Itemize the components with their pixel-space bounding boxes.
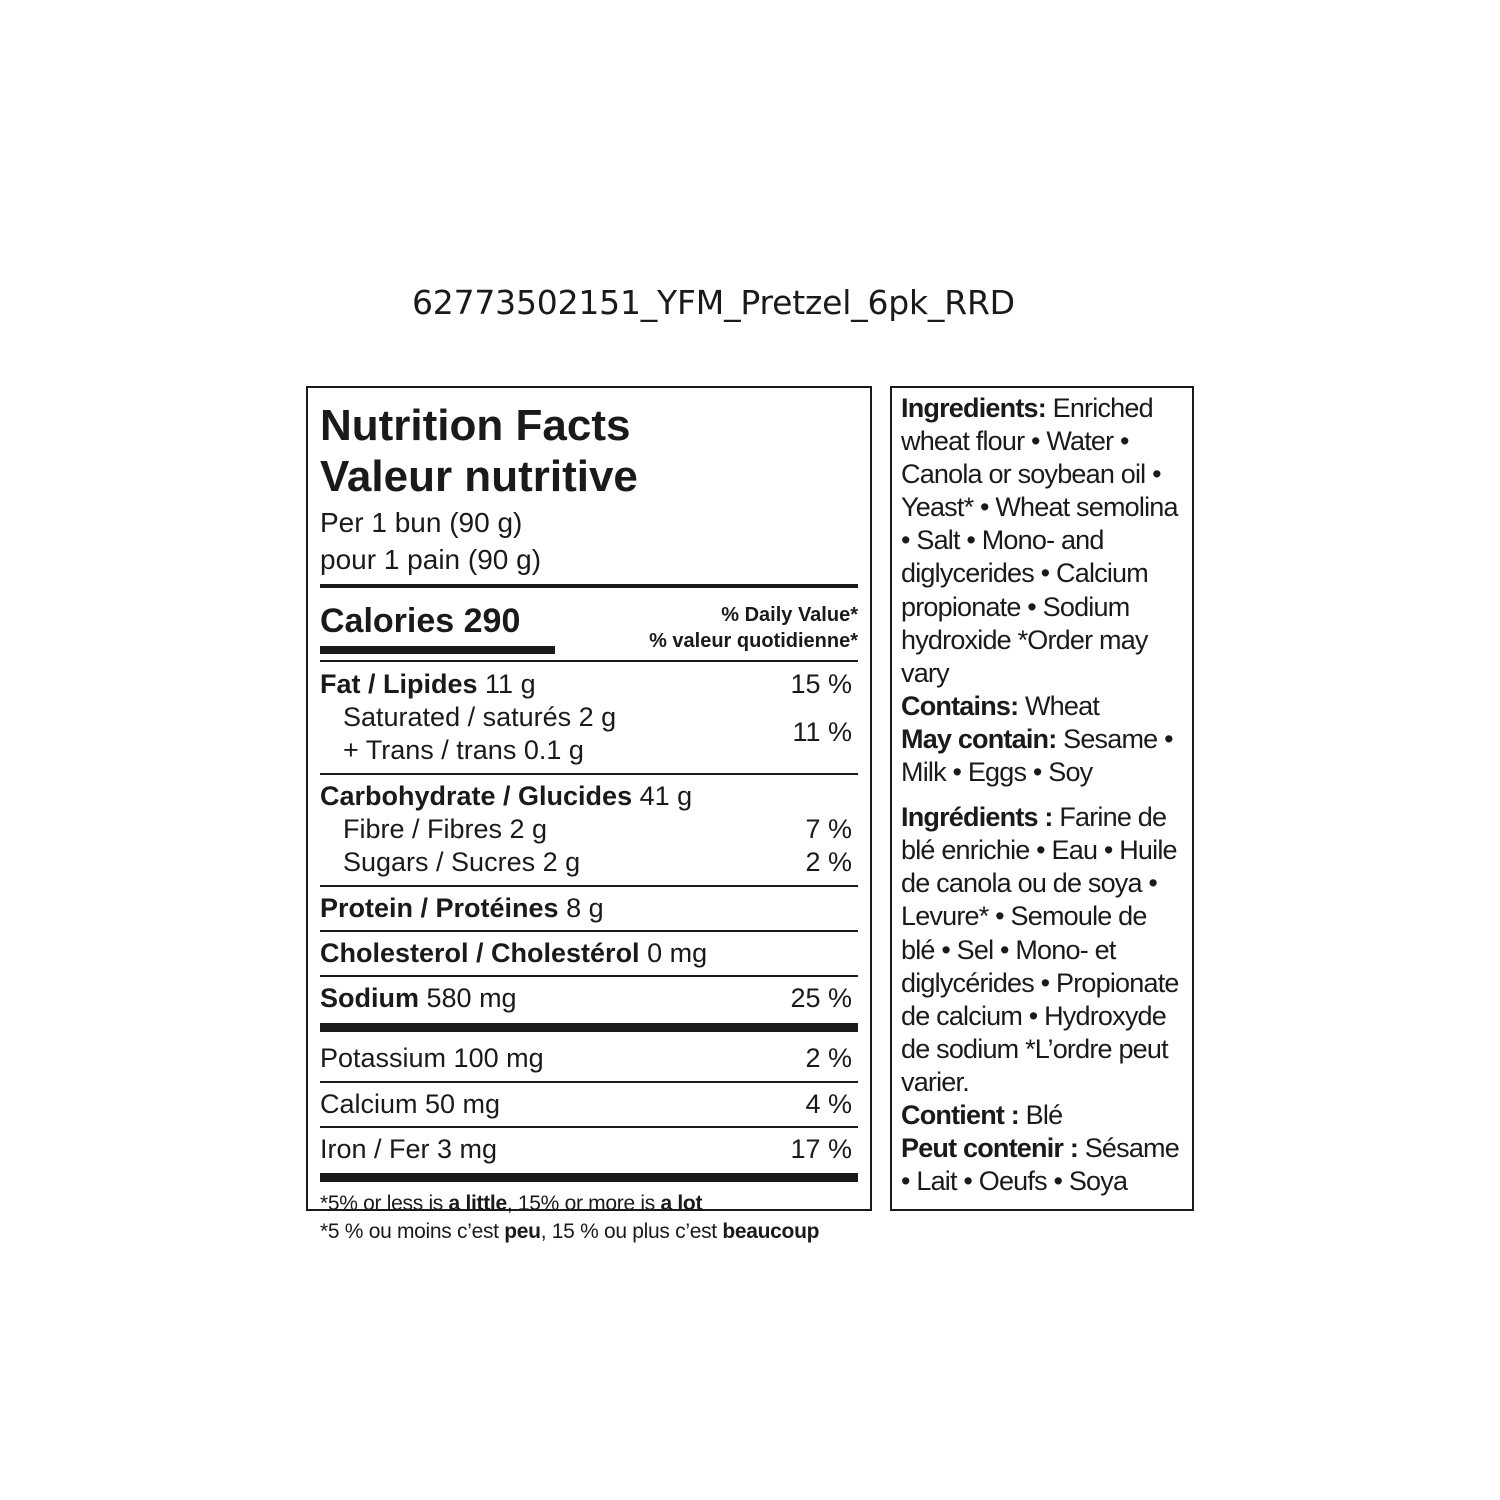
saturated-label: Saturated / saturés 2 g xyxy=(343,702,617,732)
nutrition-facts-panel xyxy=(306,386,872,1243)
cholesterol-label: Cholesterol / Cholestérol xyxy=(320,938,640,968)
footnote-en-emph: a little xyxy=(448,1192,507,1215)
ingredients-en-text: Enriched wheat flour • Water • Canola or soybean oil • Yeast* • Wheat semolina • Salt • Mono- and diglycerides • Calcium propionate • Sodium hydroxide *Order may vary xyxy=(901,393,1178,688)
cholesterol-row xyxy=(320,932,858,975)
may-contain-text: Sesame • Milk • Eggs • Soy xyxy=(901,723,1173,788)
cholesterol-amount: 0 mg xyxy=(647,938,708,968)
fibre-label: Fibre / Fibres 2 g xyxy=(343,814,548,844)
footnote-en-emph: a lot xyxy=(660,1192,703,1215)
file-name: 62773502151_YFM_Pretzel_6pk_RRD xyxy=(412,283,1015,322)
iron-dv: 17 % xyxy=(790,1134,852,1164)
potassium-dv: 2 % xyxy=(805,1043,852,1073)
sugars-label: Sugars / Sucres 2 g xyxy=(343,847,581,877)
peut-contenir-text: Sésame • Lait • Oeufs • Soya xyxy=(901,1133,1179,1197)
serving-fr: pour 1 pain (90 g) xyxy=(320,544,542,575)
serving-en: Per 1 bun (90 g) xyxy=(320,507,523,538)
footnote-fr xyxy=(320,1218,858,1246)
rule-iron xyxy=(320,1173,858,1182)
carbohydrate-row xyxy=(320,780,858,813)
carb-group xyxy=(320,775,858,885)
may-contain-label: May contain: xyxy=(901,723,1057,754)
footnote-fr-part: , 15 % ou plus c’est xyxy=(540,1220,723,1243)
calories-bar xyxy=(320,646,555,654)
iron-row xyxy=(320,1128,858,1173)
peut-contenir-label: Peut contenir : xyxy=(901,1133,1079,1164)
calories-label: Calories xyxy=(320,602,455,640)
protein-row xyxy=(320,887,858,930)
sodium-amount: 580 mg xyxy=(426,983,517,1013)
fat-dv: 15 % xyxy=(790,669,852,699)
trans-label: + Trans / trans 0.1 g xyxy=(343,735,584,765)
rule-sodium xyxy=(320,1023,858,1032)
ingredients-fr-text: Farine de blé enrichie • Eau • Huile de canola ou de soya • Levure* • Semoule de blé • Sel • Mono- et diglycérides • Propionate de calcium • Hydroxyde de sodium *L’ordre peut varier. xyxy=(901,802,1179,1097)
protein-amount: 8 g xyxy=(566,893,604,923)
ingredients-fr-label: Ingrédients : xyxy=(901,802,1053,833)
sodium-dv: 25 % xyxy=(790,983,852,1013)
fat-group xyxy=(320,662,858,773)
contains-label: Contains: xyxy=(901,690,1019,721)
calcium-label: Calcium 50 mg xyxy=(320,1089,501,1119)
ingredients-en-label: Ingredients: xyxy=(901,393,1046,423)
contient-text: Blé xyxy=(1018,1099,1063,1130)
carbohydrate-label: Carbohydrate / Glucides xyxy=(320,781,633,811)
footnote-en xyxy=(320,1190,858,1218)
calcium-row xyxy=(320,1083,858,1126)
iron-label: Iron / Fer 3 mg xyxy=(320,1134,498,1164)
footnote-fr-part: *5 % ou moins c’est xyxy=(320,1220,505,1243)
footnote xyxy=(320,1190,858,1246)
ingredients-panel xyxy=(890,386,1194,1211)
calcium-dv: 4 % xyxy=(805,1089,852,1119)
fibre-dv: 7 % xyxy=(805,814,852,844)
serving-size xyxy=(320,504,858,578)
title-fr: Valeur nutritive xyxy=(320,452,638,501)
fat-amount: 11 g xyxy=(485,669,536,699)
potassium-label: Potassium 100 mg xyxy=(320,1043,544,1073)
sugars-dv: 2 % xyxy=(805,847,852,877)
protein-label: Protein / Protéines xyxy=(320,893,559,923)
calories-value: 290 xyxy=(463,602,521,640)
ingredients-fr xyxy=(901,801,1186,1198)
footnote-en-part: , 15% or more is xyxy=(506,1192,661,1215)
fat-row xyxy=(320,668,858,701)
sugars-row xyxy=(320,846,858,879)
potassium-row xyxy=(320,1032,858,1081)
dv-header-en: % Daily Value* xyxy=(721,604,858,626)
ingredients-en xyxy=(901,392,1186,789)
fat-label: Fat / Lipides xyxy=(320,669,478,699)
daily-value-header xyxy=(649,602,858,654)
dv-header-fr: % valeur quotidienne* xyxy=(649,630,858,652)
sodium-row xyxy=(320,977,858,1023)
footnote-fr-emph: beaucoup xyxy=(722,1220,820,1243)
sat-trans-dv: 11 % xyxy=(792,717,852,747)
sat-trans-rows xyxy=(320,701,858,767)
calories-row xyxy=(320,588,858,660)
footnote-fr-emph: peu xyxy=(504,1220,541,1243)
footnote-en-part: *5% or less is xyxy=(320,1192,449,1215)
calories xyxy=(320,602,520,641)
contains-text: Wheat xyxy=(1018,690,1100,721)
fibre-row xyxy=(320,813,858,846)
sodium-label: Sodium xyxy=(320,983,419,1013)
carbohydrate-amount: 41 g xyxy=(639,781,693,811)
title-en: Nutrition Facts xyxy=(320,401,631,450)
contient-label: Contient : xyxy=(901,1099,1019,1130)
